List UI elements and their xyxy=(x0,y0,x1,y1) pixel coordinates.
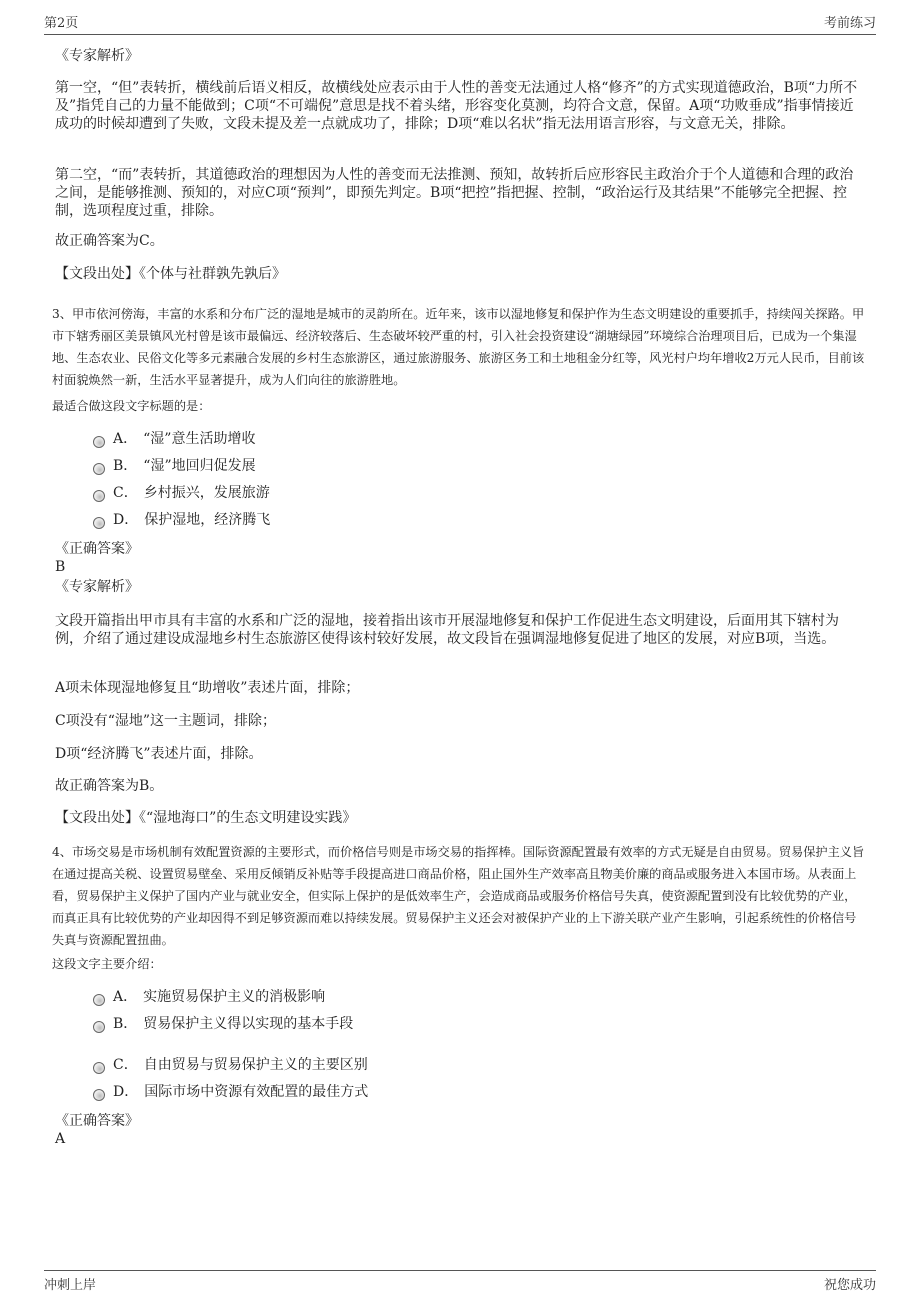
radio-icon[interactable] xyxy=(93,1021,105,1033)
option-c[interactable]: C． 自由贸易与贸易保护主义的主要区别 xyxy=(93,1056,368,1074)
answer-conclusion: 故正确答案为B。 xyxy=(55,778,164,794)
question-text: 4、市场交易是市场机制有效配置资源的主要形式，而价格信号则是市场交易的指挥棒。国际资源配置最有效率的方式无疑是自由贸易。贸易保护主义旨在通过提高关税、设置贸易壁垒、采用反倾销反补贴等手段提高进口商品价格，阻止国外生产效率高且物美价廉的商品或服务进入本国市场。从表面上看，贸易保护主义保护了国内产业与就业安全，但实际上保护的是低效率生产，会造成商品或服务价格信号失真，使资源配置到没有比较优势的产业，而真正具有比较优势的产业却因得不到足够资源而难以持续发展。贸易保护主义还会对被保护产业的上下游关联产业产生影响，引起系统性的价格信号失真与资源配置扭曲。 xyxy=(52,845,865,947)
source-citation: 【文段出处】《个体与社群孰先孰后》 xyxy=(55,266,286,282)
analysis-paragraph: 第二空，“而”表转折，其道德政治的理想因为人性的善变而无法推测、预知，故转折后应形容民主政治介于个人道德和合理的政治之间，是能够推测、预知的，对应C项“预判”，即预先判定。B项“把控”指把握、控制，“政治运行及其结果”不能够完全把握、控制，选项程度过重，排除。 xyxy=(55,167,854,219)
question-prompt: 最适合做这段文字标题的是： xyxy=(52,399,211,413)
analysis-paragraph: 文段开篇指出甲市具有丰富的水系和广泛的湿地，接着指出该市开展湿地修复和保护工作促进生态文明建设，后面用其下辖村为例，介绍了通过建设成湿地乡村生态旅游区使得该村较好发展，故文段旨在强调湿地修复促进了地区的发展，对应B项，当选。 xyxy=(55,613,839,647)
page-footer xyxy=(44,1270,876,1293)
question-text: 3、甲市依河傍海，丰富的水系和分布广泛的湿地是城市的灵韵所在。近年来，该市以湿地修复和保护作为生态文明建设的重要抓手，持续闯关探路。甲市下辖秀丽区美景镇风光村曾是该市最偏远、经济较落后、生态破坏较严重的村，引入社会投资建设“湖塘绿园”环境综合治理项目后，已成为一个集湿地、生态农业、民俗文化等多元素融合发展的乡村生态旅游区，通过旅游服务、旅游区务工和土地租金分红等，风光村户均年增收2万元人民币，目前该村面貌焕然一新，生活水平显著提升，成为人们向往的旅游胜地。 xyxy=(52,307,865,387)
option-b[interactable]: B． “湿”地回归促发展 xyxy=(93,457,256,475)
correct-answer: A xyxy=(55,1131,66,1147)
option-c[interactable]: C． 乡村振兴，发展旅游 xyxy=(93,484,270,502)
radio-icon[interactable] xyxy=(93,517,105,529)
correct-answer: B xyxy=(55,559,66,575)
option-d[interactable]: D． 保护湿地，经济腾飞 xyxy=(93,511,270,529)
expert-analysis-title: 《专家解析》 xyxy=(55,579,139,595)
radio-icon[interactable] xyxy=(93,1089,105,1101)
page-number: 第2页 xyxy=(44,16,79,31)
analysis-line: D项“经济腾飞”表述片面，排除。 xyxy=(55,746,263,762)
correct-answer-title: 《正确答案》 xyxy=(55,1113,139,1129)
radio-icon[interactable] xyxy=(93,436,105,448)
radio-icon[interactable] xyxy=(93,490,105,502)
radio-icon[interactable] xyxy=(93,463,105,475)
radio-icon[interactable] xyxy=(93,994,105,1006)
analysis-line: C项没有“湿地”这一主题词，排除； xyxy=(55,713,277,729)
radio-icon[interactable] xyxy=(93,1062,105,1074)
option-a[interactable]: A． “湿”意生活助增收 xyxy=(93,430,255,448)
header-title: 考前练习 xyxy=(823,16,876,31)
option-b[interactable]: B． 贸易保护主义得以实现的基本手段 xyxy=(93,1015,353,1033)
option-a[interactable]: A． 实施贸易保护主义的消极影响 xyxy=(93,988,325,1006)
question-prompt: 这段文字主要介绍： xyxy=(52,957,162,971)
footer-left-text: 冲刺上岸 xyxy=(44,1278,97,1293)
option-d[interactable]: D． 国际市场中资源有效配置的最佳方式 xyxy=(93,1083,368,1101)
source-citation: 【文段出处】《“湿地海口”的生态文明建设实践》 xyxy=(55,810,357,826)
analysis-line: A项未体现湿地修复且“助增收”表述片面，排除； xyxy=(55,680,360,696)
answer-conclusion: 故正确答案为C。 xyxy=(55,233,164,249)
footer-right-text: 祝您成功 xyxy=(823,1278,876,1293)
correct-answer-title: 《正确答案》 xyxy=(55,541,139,557)
expert-analysis-title: 《专家解析》 xyxy=(55,48,139,64)
analysis-paragraph: 第一空，“但”表转折，横线前后语义相反，故横线处应表示由于人性的善变无法通过人格“修齐”的方式实现道德政治，B项“力所不及”指凭自己的力量不能做到；C项“不可端倪”意思是找不着头绪，形容变化莫测，均符合文意，保留。A项“功败垂成”指事情接近成功的时候却遭到了失败，文段未提及差一点就成功了，排除；D项“难以名状”指无法用语言形容，与文意无关，排除。 xyxy=(55,80,858,132)
